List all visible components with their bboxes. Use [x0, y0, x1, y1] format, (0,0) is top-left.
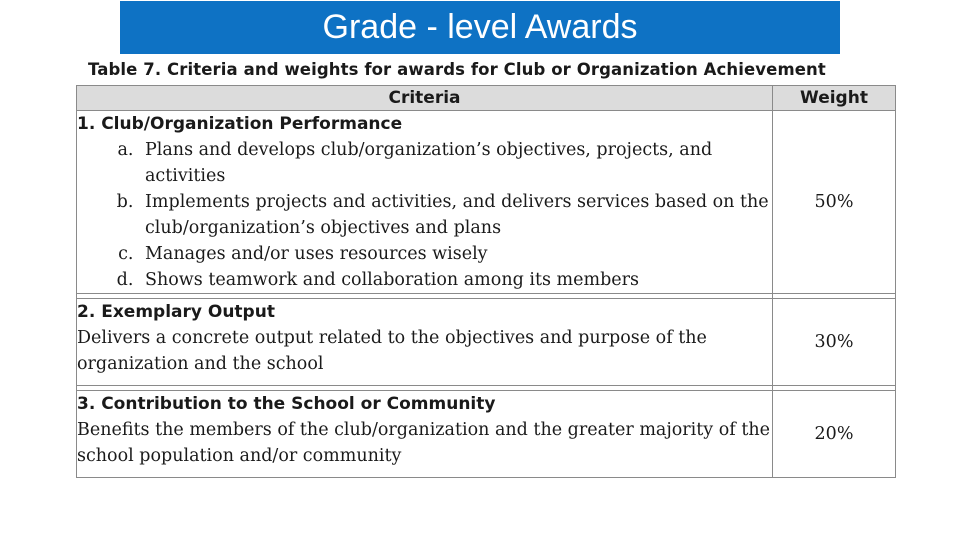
- weight-cell: 20%: [773, 391, 896, 478]
- list-item: a. Plans and develops club/organization’s objectives, projects, and activities: [139, 137, 772, 189]
- list-item: c. Manages and/or uses resources wisely: [139, 241, 772, 267]
- criterion-heading: 2. Exemplary Output: [77, 302, 275, 322]
- table-caption: Table 7. Criteria and weights for awards for Club or Organization Achievement: [88, 60, 826, 79]
- table-row: [77, 299, 896, 386]
- table-row: [77, 111, 896, 294]
- criterion-heading: 3. Contribution to the School or Community: [77, 394, 496, 414]
- weight-column-header: Weight: [773, 86, 896, 111]
- criterion-description: Benefits the members of the club/organization and the greater majority of the school population and/or community: [77, 420, 770, 466]
- criteria-weights-table: [76, 85, 896, 478]
- table-header-row: [77, 86, 896, 111]
- criteria-cell: [77, 391, 773, 478]
- list-item: d. Shows teamwork and collaboration among its members: [139, 267, 772, 293]
- weight-cell: 50%: [773, 111, 896, 294]
- slide-title: Grade - level Awards: [120, 1, 840, 54]
- criteria-cell: [77, 111, 773, 294]
- criterion-heading: 1. Club/Organization Performance: [77, 114, 403, 134]
- criterion-subitems: [77, 137, 772, 293]
- weight-cell: 30%: [773, 299, 896, 386]
- criteria-cell: [77, 299, 773, 386]
- table-row: [77, 391, 896, 478]
- criterion-description: Delivers a concrete output related to the objectives and purpose of the organization and the school: [77, 328, 707, 374]
- criteria-column-header: Criteria: [77, 86, 773, 111]
- list-item: b. Implements projects and activities, and delivers services based on the club/organization’s objectives and plans: [139, 189, 772, 241]
